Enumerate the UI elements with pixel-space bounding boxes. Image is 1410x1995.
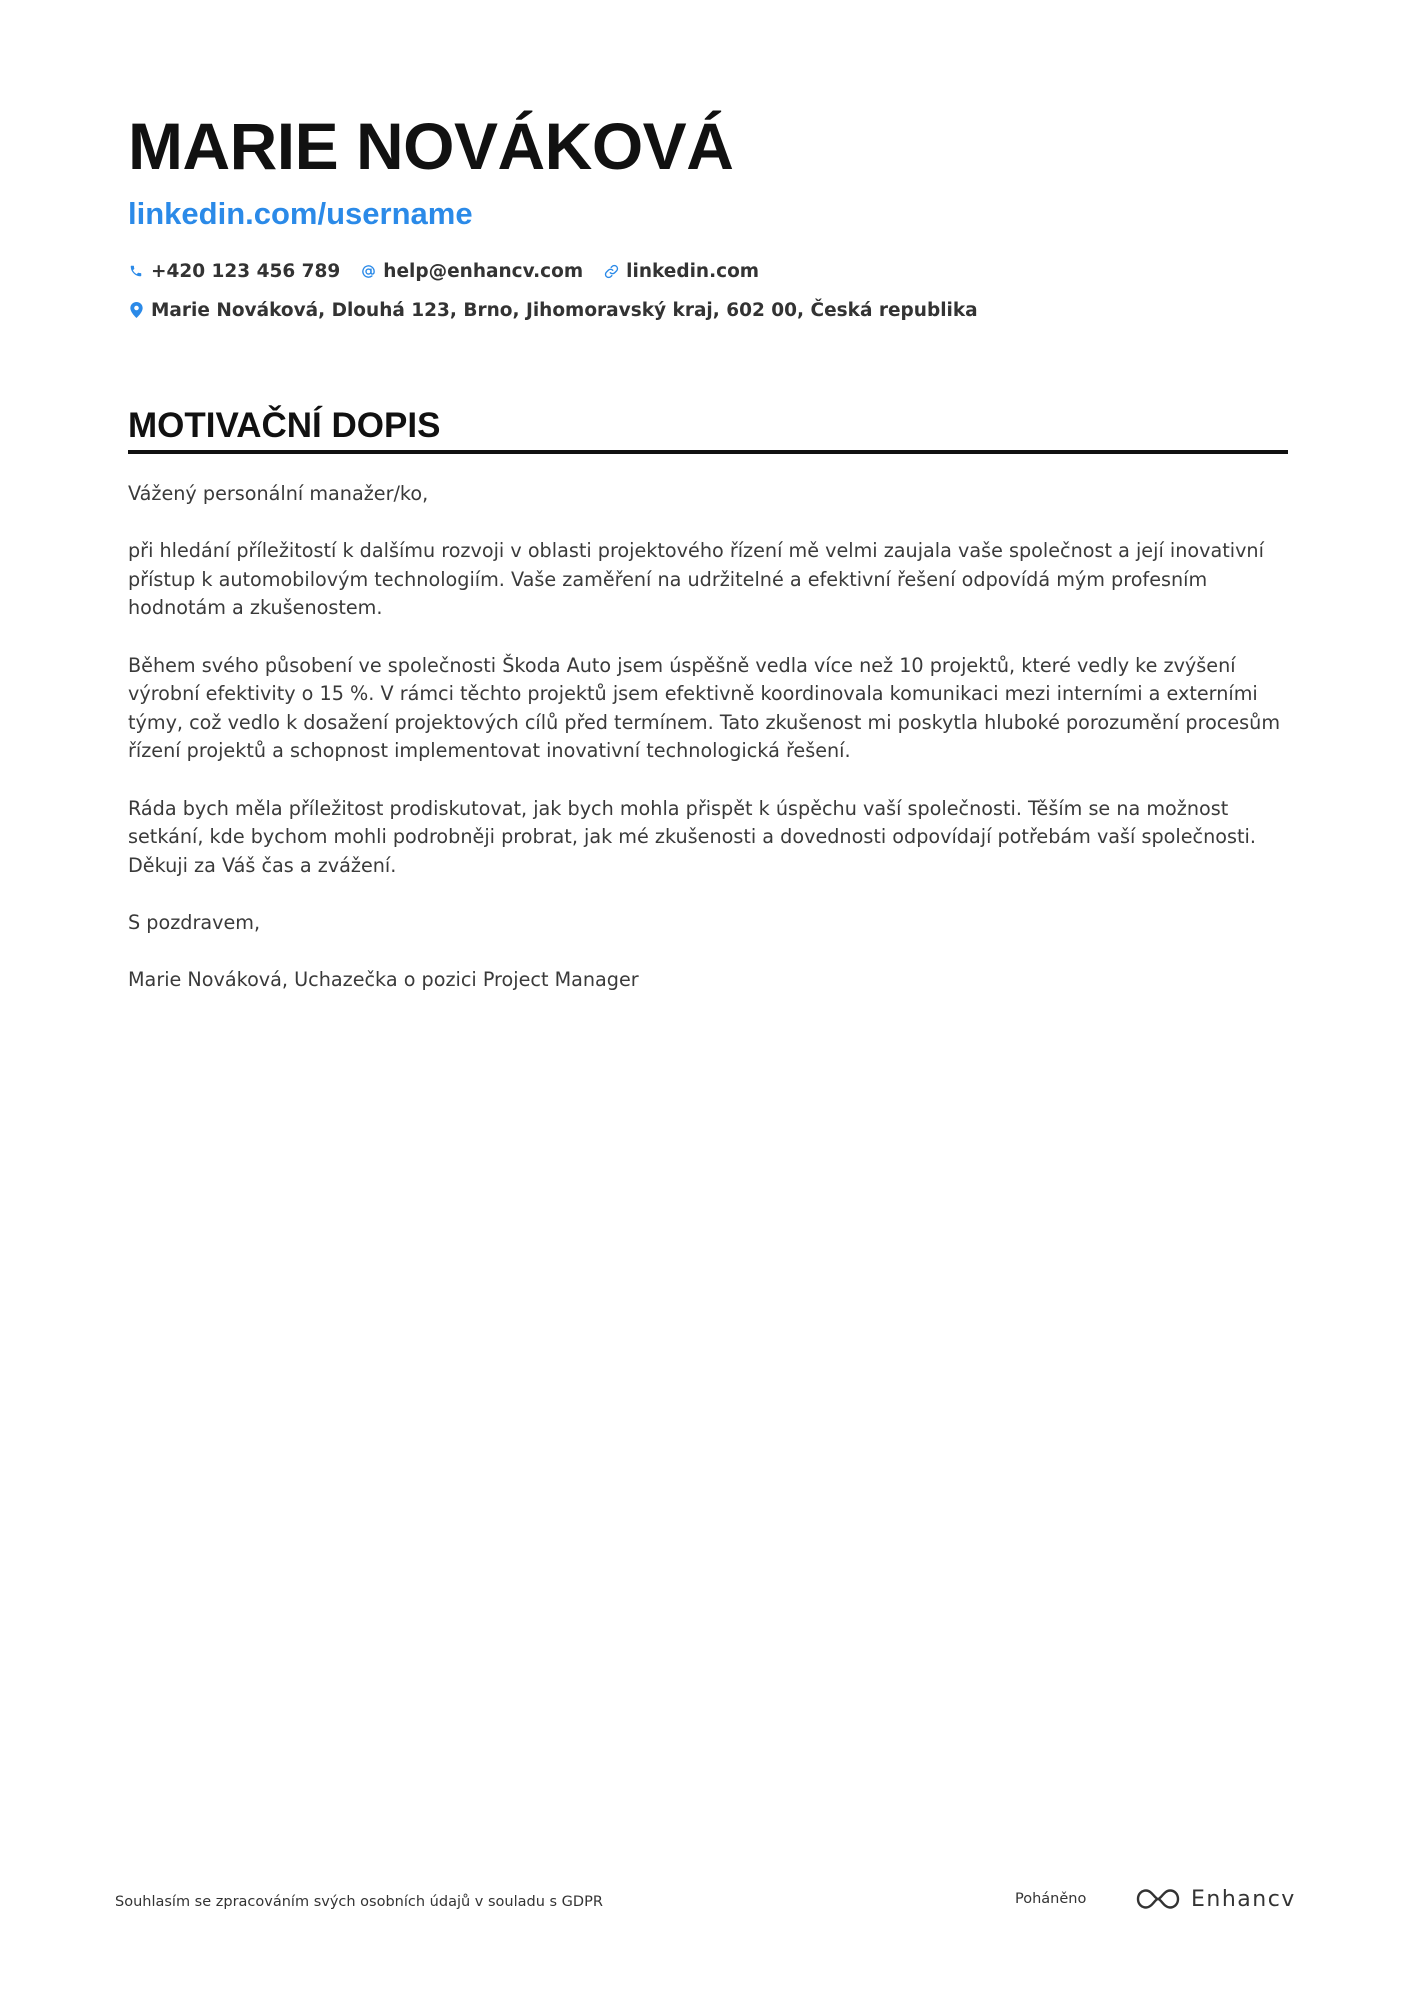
gdpr-consent-text: Souhlasím se zpracováním svých osobních údajů v souladu s GDPR bbox=[115, 1894, 603, 1910]
footer bbox=[115, 1886, 1296, 1926]
brand-link[interactable] bbox=[1135, 1886, 1296, 1912]
letter-signature: Marie Nováková, Uchazečka o pozici Project Manager bbox=[128, 968, 639, 992]
powered-by-text: Poháněno bbox=[1015, 1891, 1087, 1907]
address-text: Marie Nováková, Dlouhá 123, Brno, Jihomoravský kraj, 602 00, Česká republika bbox=[151, 299, 978, 321]
email-contact[interactable] bbox=[360, 261, 583, 282]
letter-greeting: Vážený personální manažer/ko, bbox=[128, 482, 429, 505]
link-icon bbox=[603, 262, 619, 280]
letter-paragraph: Ráda bych měla příležitost prodiskutovat, jak bych mohla přispět k úspěchu vaší společnosti. Těším se na možnost setkání, kde bychom mohli podrobněji probrat, jak mé zkušenosti a dovednosti odpovídají potřebám vaší společnosti. Děkuji za Váš čas a zvážení. bbox=[128, 796, 1256, 877]
phone-text: +420 123 456 789 bbox=[151, 260, 341, 282]
phone-contact[interactable] bbox=[128, 261, 340, 282]
email-text: help@enhancv.com bbox=[383, 260, 584, 282]
header bbox=[128, 108, 1288, 334]
link-text: linkedin.com bbox=[626, 260, 760, 282]
letter-closing: S pozdravem, bbox=[128, 910, 261, 934]
cover-letter-section bbox=[128, 404, 1288, 1023]
subtitle-link[interactable]: linkedin.com/username bbox=[128, 196, 473, 231]
location-pin-icon bbox=[128, 301, 144, 319]
address-contact bbox=[128, 300, 978, 321]
contact-info bbox=[128, 256, 1288, 325]
contact-row-address bbox=[128, 295, 1288, 325]
letter-paragraph: Během svého působení ve společnosti Škoda Auto jsem úspěšně vedla více než 10 projektů, které vedly ke zvýšení výrobní efektivity o 15 %. V rámci těchto projektů jsem efektivně koordinovala komunikaci mezi interními a externími týmy, což vedlo k dosažení projektových cílů před termínem. Tato zkušenost mi poskytla hluboké porozumění procesům řízení projektů a schopnost implementovat inovativní technologická řešení. bbox=[128, 653, 1281, 763]
brand-name: Enhancv bbox=[1191, 1886, 1296, 1912]
enhancv-logo-icon bbox=[1135, 1886, 1181, 1912]
at-icon bbox=[360, 262, 376, 280]
link-contact[interactable] bbox=[603, 261, 759, 282]
candidate-name: MARIE NOVÁKOVÁ bbox=[128, 109, 734, 183]
phone-icon bbox=[128, 262, 144, 280]
section-title: MOTIVAČNÍ DOPIS bbox=[128, 406, 441, 445]
section-divider bbox=[128, 450, 1288, 454]
contact-row-primary bbox=[128, 256, 1288, 286]
letter-body bbox=[128, 480, 1288, 995]
letter-paragraph: při hledání příležitostí k dalšímu rozvoji v oblasti projektového řízení mě velmi zaujala vaše společnost a její inovativní přístup k automobilovým technologiím. Vaše zaměření na udržitelné a efektivní řešení odpovídá mým profesním hodnotám a zkušenostem. bbox=[128, 539, 1264, 620]
